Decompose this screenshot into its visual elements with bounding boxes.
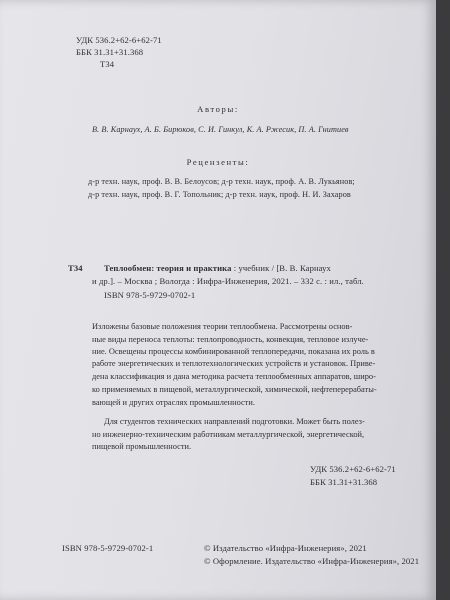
catalog-code: Т34 — [68, 263, 83, 273]
abstract-line-7: вающей и других отраслях промышленности. — [92, 398, 255, 407]
catalog-line-2: и др.]. – Москва ; Вологда : Инфра-Инженерия, 2021. – 332 с. : ил., табл. — [92, 276, 364, 286]
reviewers-line-1: д-р техн. наук, проф. В. В. Белоусов; д-р техн. наук, проф. А. В. Лукьянов; — [88, 177, 355, 186]
top-author-code: Т34 — [100, 59, 115, 69]
catalog-title: Теплообмен: теория и практика — [104, 263, 232, 273]
abstract-line-5: дена классификация и дана методика расчета теплообменных аппаратов, широ- — [92, 372, 376, 381]
bottom-udk: УДК 536.2+62-6+62-71 — [310, 464, 396, 474]
top-udk: УДК 536.2+62-6+62-71 — [76, 35, 162, 45]
footer-isbn: ISBN 978-5-9729-0702-1 — [62, 543, 154, 553]
audience-line-1: Для студентов технических направлений подготовки. Может быть полез- — [104, 417, 365, 426]
top-bbk: ББК 31.31+31.368 — [76, 47, 144, 57]
reviewers-heading: Рецензенты: — [186, 157, 250, 167]
audience-line-3: пищевой промышленности. — [92, 442, 192, 451]
abstract-line-1: Изложены базовые положения теории теплообмена. Рассмотрены основ- — [92, 322, 353, 331]
catalog-isbn: ISBN 978-5-9729-0702-1 — [104, 290, 196, 300]
authors-heading: Авторы: — [197, 104, 239, 114]
bottom-bbk: ББК 31.31+31.368 — [310, 477, 378, 487]
abstract-line-2: ные виды переноса теплоты: теплопроводность, конвекция, тепловое излуче- — [92, 335, 369, 344]
abstract-line-4: работе энергетических и теплотехнологических устройств и установок. Приве- — [92, 359, 376, 368]
footer-copyright-design: © Оформление. Издательство «Инфра-Инженерия», 2021 — [204, 556, 420, 566]
reviewers-line-2: д-р техн. наук, проф. В. Г. Топольник; д-р техн. наук, проф. Н. И. Захаров — [88, 190, 351, 199]
footer-copyright-publisher: © Издательство «Инфра-Инженерия», 2021 — [204, 543, 367, 553]
authors-line: В. В. Карнаух, А. Б. Бирюков, С. И. Гинкул, К. А. Ржесик, П. А. Гнитиев — [92, 125, 349, 134]
catalog-line-1-rest: : учебник / [В. В. Карнаух — [233, 263, 331, 273]
catalog-line-1 — [104, 264, 430, 273]
audience-line-2: но инженерно-техническим работникам металлургической, энергетической, — [92, 430, 365, 439]
abstract-line-6: ко применяемых в пищевой, металлургической, химической, нефтеперерабаты- — [92, 385, 377, 394]
abstract-line-3: ние. Освещены процессы комбинированной теплопередачи, показана их роль в — [92, 347, 375, 356]
